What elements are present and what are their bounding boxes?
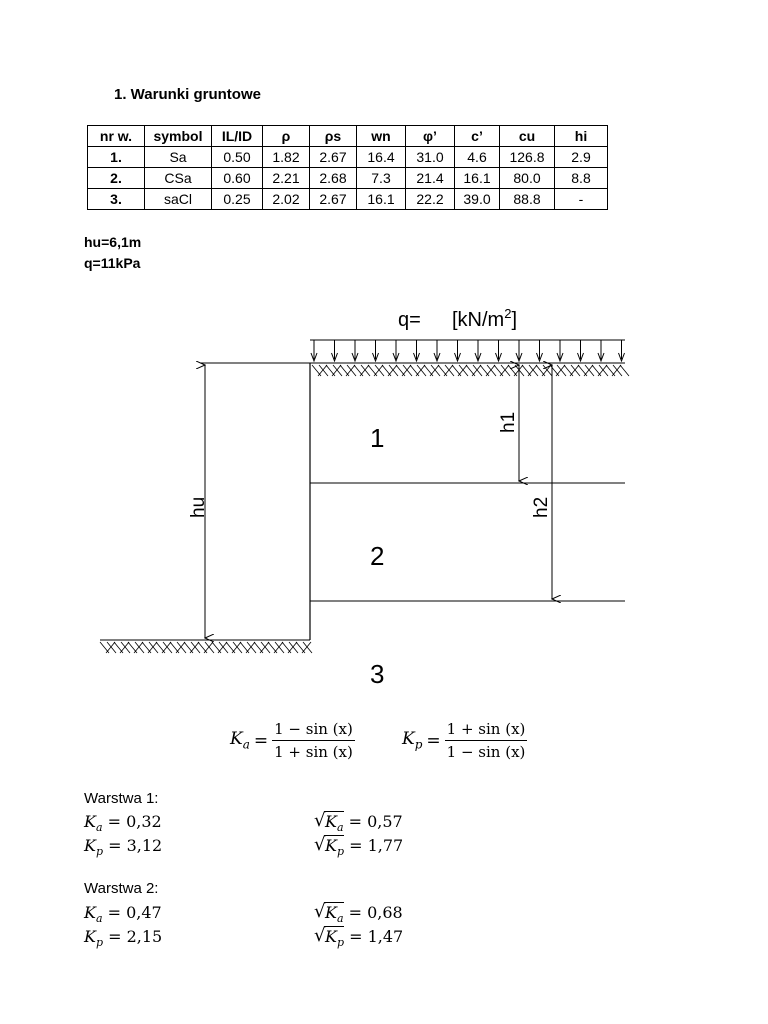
hatch-stroke (120, 642, 129, 653)
hatch-stroke (333, 365, 342, 376)
hatch-stroke (501, 365, 510, 376)
hatch-stroke (487, 365, 496, 376)
hatch-stroke (389, 365, 398, 376)
layer-2-label: 2 (370, 541, 385, 571)
ka-denominator: 1 + sin (x) (274, 743, 353, 761)
hatch-stroke (571, 365, 580, 376)
table-cell: 2. (88, 168, 145, 189)
hu-label: hu (188, 496, 209, 518)
table-cell: 16.1 (455, 168, 500, 189)
hatch-stroke (135, 642, 144, 653)
layer-2-sqrt-ka: √ $K_a = 0,68$ (314, 901, 403, 926)
hatch-stroke (403, 365, 412, 376)
col-header: wn (357, 126, 406, 147)
hatch-stroke (473, 365, 482, 376)
table-cell: Sa (145, 147, 212, 168)
kp-symbol: $K_p$ (402, 729, 423, 752)
hatch-stroke (319, 365, 328, 376)
hatch-stroke (163, 642, 172, 653)
table-cell: 80.0 (500, 168, 555, 189)
hatch-stroke (106, 642, 115, 653)
ka-symbol: $K_a$ (230, 729, 250, 752)
hatch-stroke (585, 365, 594, 376)
hatch-stroke (388, 365, 397, 376)
layer-1-title: Warstwa 1: (84, 790, 159, 807)
layer-1-sqrt-kp: √ $K_p = 1,77$ (314, 834, 404, 859)
table-cell: 0.25 (212, 189, 263, 210)
hatch-stroke (288, 642, 297, 653)
hatch-stroke (613, 365, 622, 376)
col-header: cu (500, 126, 555, 147)
col-header: φ’ (406, 126, 455, 147)
ka-formula: $K_a$ = $\frac{1 - \sin (x)}{1 + \sin (x)}$ (230, 720, 353, 761)
hatch-stroke (149, 642, 158, 653)
table-row (88, 147, 608, 168)
col-header: c’ (455, 126, 500, 147)
hatch-stroke (303, 642, 312, 653)
soil-profile-diagram (0, 290, 768, 700)
bottom-hatching (100, 642, 312, 653)
hatch-stroke (528, 365, 537, 376)
hatch-stroke (260, 642, 269, 653)
layer-2-sqrt-kp: √ $K_p = 1,47$ (314, 925, 404, 950)
table-cell: 2.21 (263, 168, 310, 189)
h1-label: h1 (498, 411, 519, 433)
load-arrows (311, 340, 625, 361)
soil-parameters-table (87, 125, 608, 210)
surface-hatching (312, 365, 629, 376)
layer-2-title: Warstwa 2: (84, 880, 159, 897)
layer-1-kp: $K_p = 3,12$ (84, 836, 163, 859)
load-label: q= (398, 309, 421, 331)
table-cell: 1.82 (263, 147, 310, 168)
table-cell: 0.50 (212, 147, 263, 168)
hatch-stroke (459, 365, 468, 376)
table-cell: CSa (145, 168, 212, 189)
hatch-stroke (444, 365, 453, 376)
col-header: nr w. (88, 126, 145, 147)
hatch-stroke (148, 642, 157, 653)
layer-1-sqrt-ka: √ $K_a = 0,57$ (314, 810, 403, 835)
hatch-stroke (274, 642, 283, 653)
hatch-stroke (556, 365, 565, 376)
hatch-stroke (332, 365, 341, 376)
given-q: q=11kPa (84, 255, 141, 271)
hatch-stroke (246, 642, 255, 653)
hatch-stroke (302, 642, 311, 653)
hatch-stroke (500, 365, 509, 376)
hatch-stroke (374, 365, 383, 376)
hatch-stroke (599, 365, 608, 376)
hatch-stroke (445, 365, 454, 376)
hatch-stroke (542, 365, 551, 376)
table-cell: 39.0 (455, 189, 500, 210)
ka-numerator: 1 − sin (x) (272, 720, 355, 741)
table-cell: saCl (145, 189, 212, 210)
col-header: symbol (145, 126, 212, 147)
hatch-stroke (275, 642, 284, 653)
table-row (88, 168, 608, 189)
layer-2-kp: $K_p = 2,15$ (84, 927, 163, 950)
kp-denominator: 1 − sin (x) (446, 743, 526, 761)
hatch-stroke (233, 642, 242, 653)
hatch-stroke (620, 365, 629, 376)
hatch-stroke (204, 642, 213, 653)
hatch-stroke (584, 365, 593, 376)
given-hu: hu=6,1m (84, 234, 142, 250)
hatch-stroke (289, 642, 298, 653)
hatch-stroke (557, 365, 566, 376)
hatch-stroke (430, 365, 439, 376)
layer-2-ka: $K_a = 0,47$ (84, 903, 162, 926)
h2-label: h2 (531, 496, 552, 518)
hatch-stroke (107, 642, 116, 653)
table-cell: 16.4 (357, 147, 406, 168)
table-cell: 2.02 (263, 189, 310, 210)
table-cell: 1. (88, 147, 145, 168)
hatch-stroke (261, 642, 270, 653)
ka-fraction (272, 720, 355, 761)
section-heading: 1. Warunki gruntowe (114, 86, 261, 103)
table-cell: 16.1 (357, 189, 406, 210)
col-header: IL/ID (212, 126, 263, 147)
hatch-stroke (176, 642, 185, 653)
table-cell: 88.8 (500, 189, 555, 210)
hatch-stroke (360, 365, 369, 376)
col-header: ρs (310, 126, 357, 147)
hatch-stroke (134, 642, 143, 653)
hatch-stroke (232, 642, 241, 653)
hatch-stroke (416, 365, 425, 376)
layer-1-ka: $K_a = 0,32$ (84, 812, 162, 835)
hatch-stroke (598, 365, 607, 376)
hatch-stroke (375, 365, 384, 376)
kp-formula: $K_p$ = $\frac{1 + \sin (x)}{1 - \sin (x)}$ (402, 720, 526, 761)
table-cell: 8.8 (555, 168, 608, 189)
hatch-stroke (570, 365, 579, 376)
hatch-stroke (247, 642, 256, 653)
table-cell: 22.2 (406, 189, 455, 210)
hatch-stroke (177, 642, 186, 653)
hatch-stroke (458, 365, 467, 376)
hatch-stroke (346, 365, 355, 376)
table-cell: 2.67 (310, 189, 357, 210)
table-cell: 2.9 (555, 147, 608, 168)
hatch-stroke (472, 365, 481, 376)
hatch-stroke (402, 365, 411, 376)
table-cell: 21.4 (406, 168, 455, 189)
table-cell: 0.60 (212, 168, 263, 189)
hatch-stroke (417, 365, 426, 376)
table-cell: 7.3 (357, 168, 406, 189)
hatch-stroke (431, 365, 440, 376)
hatch-stroke (361, 365, 370, 376)
load-unit: $[kN/m^2]$ (452, 306, 518, 331)
hatch-stroke (543, 365, 552, 376)
col-header: hi (555, 126, 608, 147)
table-header-row (88, 126, 608, 147)
kp-numerator: 1 + sin (x) (445, 720, 528, 741)
formula-row (230, 720, 550, 776)
hatch-stroke (486, 365, 495, 376)
layer-3-label: 3 (370, 659, 385, 689)
hatch-stroke (529, 365, 538, 376)
kp-fraction (445, 720, 528, 761)
hatch-stroke (121, 642, 130, 653)
hatch-stroke (191, 642, 200, 653)
table-cell: 126.8 (500, 147, 555, 168)
hatch-stroke (205, 642, 214, 653)
table-cell: 2.68 (310, 168, 357, 189)
table-cell: 31.0 (406, 147, 455, 168)
table-cell: 2.67 (310, 147, 357, 168)
table-cell: 4.6 (455, 147, 500, 168)
hatch-stroke (218, 642, 227, 653)
hatch-stroke (190, 642, 199, 653)
table-row (88, 189, 608, 210)
table-cell: - (555, 189, 608, 210)
col-header: ρ (263, 126, 310, 147)
layer-1-label: 1 (370, 423, 385, 453)
hatch-stroke (347, 365, 356, 376)
hatch-stroke (612, 365, 621, 376)
hatch-stroke (219, 642, 228, 653)
table-cell: 3. (88, 189, 145, 210)
hatch-stroke (162, 642, 171, 653)
hatch-stroke (318, 365, 327, 376)
